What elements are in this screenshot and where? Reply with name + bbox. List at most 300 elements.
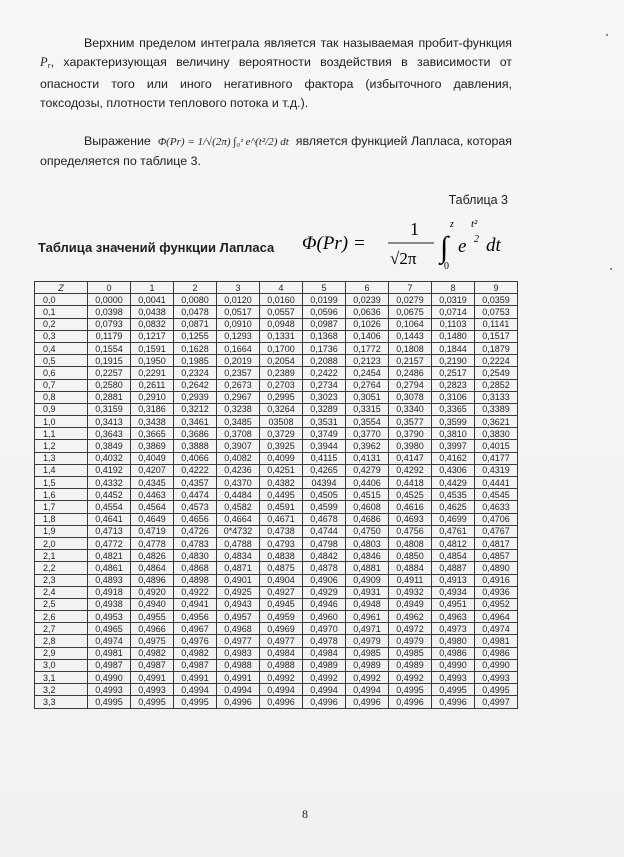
table-cell: 0,4904 [260,574,303,586]
header-col: 1 [131,282,174,294]
table-cell: 0,4959 [260,611,303,623]
table-row [35,306,518,318]
table-row [35,647,518,659]
row-z-value: 1,3 [35,452,88,464]
table-cell: 0,4991 [217,672,260,684]
table-cell: 0,3790 [389,428,432,440]
table-cell: 0,3599 [432,416,475,428]
table-cell: 0,4918 [88,586,131,598]
table-cell: 0,4484 [217,489,260,501]
table-cell: 0,4857 [475,550,518,562]
table-cell: 0,3849 [88,440,131,452]
table-cell: 0,3830 [475,428,518,440]
table-cell: 0,3980 [389,440,432,452]
row-z-value: 0,7 [35,379,88,391]
table-cell: 0,4875 [260,562,303,574]
table-cell: 0,4382 [260,477,303,489]
table-cell: 0,4982 [131,647,174,659]
table-cell: 0,4834 [217,550,260,562]
table-cell: 0,4898 [174,574,217,586]
header-col: 9 [475,282,518,294]
table-cell: 0,4357 [174,477,217,489]
table-cell: 0,4992 [389,672,432,684]
paragraph-pprobit [40,34,512,112]
table-row [35,440,518,452]
table-cell: 0,4265 [303,464,346,476]
table-cell: 0,4992 [260,672,303,684]
table-cell: 0,4535 [432,489,475,501]
table-cell: 0,2019 [217,355,260,367]
table-cell: 0,2549 [475,367,518,379]
table-cell: 0,4981 [475,635,518,647]
table-cell: 0,3729 [260,428,303,440]
table-row [35,513,518,525]
variable-pr [40,55,51,69]
row-z-value: 2,3 [35,574,88,586]
table-row [35,623,518,635]
table-cell: 0,1772 [346,342,389,354]
table-cell: 0,4948 [346,598,389,610]
table-cell: 0,4963 [432,611,475,623]
table-cell: 0,4192 [88,464,131,476]
table-cell: 0,1628 [174,342,217,354]
table-cell: 0,4713 [88,525,131,537]
table-cell: 0,4982 [174,647,217,659]
table-cell: 0,3023 [303,391,346,403]
table-cell: 0*4732 [217,525,260,537]
table-cell: 0,4977 [217,635,260,647]
table-cell: 0,4846 [346,550,389,562]
table-cell: 0,4656 [174,513,217,525]
table-cell: 0,4995 [432,684,475,696]
table-cell: 0,4887 [432,562,475,574]
table-cell: 0,3389 [475,403,518,415]
header-col: 4 [260,282,303,294]
header-col: 2 [174,282,217,294]
table-row [35,550,518,562]
table-cell: 0,4993 [475,672,518,684]
table-cell: 0,4961 [346,611,389,623]
table-cell: 0,0596 [303,306,346,318]
table-cell: 0,4812 [432,537,475,549]
row-z-value: 3,3 [35,696,88,708]
table-cell: 0,2088 [303,355,346,367]
formula-denominator: √2π [390,249,417,268]
table-cell: 0,2881 [88,391,131,403]
table-row [35,355,518,367]
formula-numerator: 1 [410,219,419,239]
table-row [35,537,518,549]
table-row [35,525,518,537]
header-col: 0 [88,282,131,294]
table-cell: 0,3577 [389,416,432,428]
table-cell: 0,0398 [88,306,131,318]
table-cell: 0,4901 [217,574,260,586]
row-z-value: 0,9 [35,403,88,415]
table-cell: 0,4032 [88,452,131,464]
table-cell: 0,3485 [217,416,260,428]
table-cell: 0,4989 [389,659,432,671]
table-row [35,318,518,330]
table-cell: 0,1736 [303,342,346,354]
table-cell: 0,4441 [475,477,518,489]
table-cell: 0,3810 [432,428,475,440]
table-cell: 0,4970 [303,623,346,635]
table-cell: 0,2995 [260,391,303,403]
table-cell: 0,4699 [432,513,475,525]
row-z-value: 1,8 [35,513,88,525]
table-cell: 0,4418 [389,477,432,489]
table-cell: 0,3413 [88,416,131,428]
table-cell: 0,4861 [88,562,131,574]
formula-dt: dt [486,235,501,256]
table-cell: 0,4686 [346,513,389,525]
table-cell: 0,4920 [131,586,174,598]
table-cell: 0,4979 [346,635,389,647]
table-cell: 0,4995 [174,696,217,708]
table-cell: 0,4996 [389,696,432,708]
row-z-value: 2,9 [35,647,88,659]
table-cell: 0,4591 [260,501,303,513]
table-cell: 0,4996 [260,696,303,708]
table-cell: 0,4761 [432,525,475,537]
table-cell: 0,3962 [346,440,389,452]
table-cell: 0,4871 [217,562,260,574]
table-cell: 0,4986 [432,647,475,659]
table-cell: 0,4911 [389,574,432,586]
table-cell: 0,4977 [260,635,303,647]
table-cell: 0,4969 [260,623,303,635]
table-cell: 0,2673 [217,379,260,391]
table-cell: 0,2291 [131,367,174,379]
table-cell: 0,4292 [389,464,432,476]
table-cell: 0,4987 [174,659,217,671]
table-cell: 0,2764 [346,379,389,391]
row-z-value: 2,4 [35,586,88,598]
table-cell: 0,4967 [174,623,217,635]
table-cell: 0,3133 [475,391,518,403]
table-cell: 0,4370 [217,477,260,489]
header-col: 3 [217,282,260,294]
table-row [35,342,518,354]
table-cell: 0,0714 [432,306,475,318]
table-cell: 0,4890 [475,562,518,574]
table-cell: 0,4990 [88,672,131,684]
table-cell: 0,4992 [303,672,346,684]
table-row [35,379,518,391]
variable-pr-main: P [40,54,48,69]
table-cell: 0,4649 [131,513,174,525]
table-row [35,562,518,574]
table-cell: 0,0793 [88,318,131,330]
table-cell: 0,4984 [260,647,303,659]
table-cell: 0,4993 [88,684,131,696]
table-cell: 0,4767 [475,525,518,537]
table-cell: 0,3907 [217,440,260,452]
row-z-value: 3,1 [35,672,88,684]
table-cell: 0,4986 [475,647,518,659]
table-cell: 0,3665 [131,428,174,440]
table-cell: 0,2389 [260,367,303,379]
table-cell: 0,3340 [389,403,432,415]
table-cell: 0,0636 [346,306,389,318]
table-cell: 03508 [260,416,303,428]
table-cell: 0,4854 [432,550,475,562]
table-header-row [35,282,518,294]
table-cell: 0,4719 [131,525,174,537]
table-cell: 0,4984 [303,647,346,659]
table-cell: 0,1293 [217,330,260,342]
table-cell: 0,4893 [88,574,131,586]
table-row [35,452,518,464]
table-cell: 0,0517 [217,306,260,318]
table-row [35,696,518,708]
table-cell: 0,4993 [432,672,475,684]
table-cell: 0,3643 [88,428,131,440]
table-cell: 0,4925 [217,586,260,598]
table-cell: 0,1844 [432,342,475,354]
table-cell: 0,4971 [346,623,389,635]
table-caption: Таблица 3 [448,193,508,207]
table-cell: 0,4319 [475,464,518,476]
table-cell: 0,3997 [432,440,475,452]
table-cell: 0,2823 [432,379,475,391]
table-cell: 0,3315 [346,403,389,415]
variable-pr-sub: r [47,60,51,70]
table-cell: 0,4975 [131,635,174,647]
table-cell: 04394 [303,477,346,489]
table-cell: 0,1368 [303,330,346,342]
table-cell: 0,4991 [131,672,174,684]
table-cell: 0,3264 [260,403,303,415]
table-cell: 0,4864 [131,562,174,574]
table-cell: 0,3708 [217,428,260,440]
table-cell: 0,1480 [432,330,475,342]
table-cell: 0,4147 [389,452,432,464]
row-z-value: 1,2 [35,440,88,452]
table-cell: 0,4960 [303,611,346,623]
table-cell: 0,4131 [346,452,389,464]
row-z-value: 0,3 [35,330,88,342]
table-cell: 0,4830 [174,550,217,562]
table-row [35,635,518,647]
table-cell: 0,4995 [389,684,432,696]
formula-lhs: Φ(Pr) = [302,233,366,254]
table-cell: 0,0120 [217,294,260,306]
table-row [35,672,518,684]
table-cell: 0,4808 [389,537,432,549]
table-cell: 0,4505 [303,489,346,501]
table-cell: 0,4906 [303,574,346,586]
table-cell: 0,0557 [260,306,303,318]
table-cell: 0,2324 [174,367,217,379]
table-cell: 0,4207 [131,464,174,476]
table-cell: 0,4993 [131,684,174,696]
table-cell: 0,2517 [432,367,475,379]
row-z-value: 0,0 [35,294,88,306]
header-col: 7 [389,282,432,294]
row-z-value: 1,9 [35,525,88,537]
table-row [35,294,518,306]
table-cell: 0,4778 [131,537,174,549]
table-cell: 0,4693 [389,513,432,525]
table-cell: 0,4996 [432,696,475,708]
table-cell: 0,1700 [260,342,303,354]
header-z: Z [35,282,88,294]
scan-speck [610,268,612,270]
table-cell: 0,4979 [389,635,432,647]
table-cell: 0,4750 [346,525,389,537]
table-cell: 0,4726 [174,525,217,537]
paragraph1-text-after: , характеризующая величину вероятности воздействия в зависимости от опасности того или иного негативного фактора (избыточного давления, токсодозы, плотности теплового потока и т.д.). [40,54,512,110]
table-cell: 0,4463 [131,489,174,501]
table-cell: 0,4989 [346,659,389,671]
table-cell: 0,1179 [88,330,131,342]
header-col: 5 [303,282,346,294]
formula-exp-num: t² [471,218,478,230]
table-cell: 0,2611 [131,379,174,391]
formula-base: e [458,236,467,257]
table-cell: 0,1443 [389,330,432,342]
table-cell: 0,3749 [303,428,346,440]
row-z-value: 0,8 [35,391,88,403]
table-cell: 0,1915 [88,355,131,367]
table-cell: 0,4994 [260,684,303,696]
table-cell: 0,4936 [475,586,518,598]
table-cell: 0,2454 [346,367,389,379]
table-cell: 0,2703 [260,379,303,391]
table-cell: 0,4772 [88,537,131,549]
table-cell: 0,3869 [131,440,174,452]
table-row [35,464,518,476]
table-row [35,684,518,696]
paragraph1-text-before: Верхним пределом интеграла является так называемая пробит-функция [84,36,512,50]
table-cell: 0,0910 [217,318,260,330]
table-cell: 0,4990 [475,659,518,671]
table-cell: 0,0160 [260,294,303,306]
table-cell: 0,2910 [131,391,174,403]
table-row [35,611,518,623]
table-cell: 0,2967 [217,391,260,403]
table-cell: 0,4582 [217,501,260,513]
table-cell: 0,4251 [260,464,303,476]
table-cell: 0,4279 [346,464,389,476]
table-cell: 0,4922 [174,586,217,598]
table-cell: 0,4927 [260,586,303,598]
table-row [35,416,518,428]
table-cell: 0,2422 [303,367,346,379]
table-cell: 0,2939 [174,391,217,403]
table-cell: 0,4222 [174,464,217,476]
table-row [35,489,518,501]
table-cell: 0,0000 [88,294,131,306]
table-cell: 0,2257 [88,367,131,379]
table-cell: 0,1406 [346,330,389,342]
table-cell: 0,0041 [131,294,174,306]
table-cell: 0,4236 [217,464,260,476]
table-row [35,403,518,415]
table-cell: 0,3686 [174,428,217,440]
table-cell: 0,4978 [303,635,346,647]
table-cell: 0,4995 [131,696,174,708]
table-cell: 0,4996 [346,696,389,708]
table-cell: 0,4994 [346,684,389,696]
table-cell: 0,1517 [475,330,518,342]
table-cell: 0,2580 [88,379,131,391]
table-cell: 0,4976 [174,635,217,647]
row-z-value: 1,1 [35,428,88,440]
table-cell: 0,1591 [131,342,174,354]
table-cell: 0,4633 [475,501,518,513]
row-z-value: 0,5 [35,355,88,367]
table-cell: 0,4988 [260,659,303,671]
row-z-value: 2,6 [35,611,88,623]
table-row [35,477,518,489]
row-z-value: 3,0 [35,659,88,671]
table-cell: 0,4938 [88,598,131,610]
table-cell: 0,0319 [432,294,475,306]
table-cell: 0,4916 [475,574,518,586]
table-cell: 0,4995 [475,684,518,696]
table-cell: 0,4756 [389,525,432,537]
table-cell: 0,1064 [389,318,432,330]
table-cell: 0,0438 [131,306,174,318]
table-cell: 0,2642 [174,379,217,391]
table-cell: 0,2190 [432,355,475,367]
table-cell: 0,3531 [303,416,346,428]
row-z-value: 1,6 [35,489,88,501]
table-cell: 0,4929 [303,586,346,598]
table-cell: 0,4985 [389,647,432,659]
table-cell: 0,2734 [303,379,346,391]
paragraph2-text-before: Выражение [84,134,151,148]
table-cell: 0,3106 [432,391,475,403]
table-cell: 0,1255 [174,330,217,342]
table-cell: 0,2123 [346,355,389,367]
row-z-value: 1,0 [35,416,88,428]
table-row [35,659,518,671]
table-cell: 0,0359 [475,294,518,306]
table-cell: 0,4821 [88,550,131,562]
table-cell: 0,3051 [346,391,389,403]
table-row [35,428,518,440]
table-cell: 0,3944 [303,440,346,452]
table-cell: 0,4945 [260,598,303,610]
table-cell: 0,1026 [346,318,389,330]
paragraph2-text-after: является функцией Лапласа, которая определяется по таблице 3. [40,134,512,168]
row-z-value: 2,5 [35,598,88,610]
table-row [35,598,518,610]
table-cell: 0,0080 [174,294,217,306]
table-cell: 0,4783 [174,537,217,549]
row-z-value: 3,2 [35,684,88,696]
table-cell: 0,4744 [303,525,346,537]
table-cell: 0,4955 [131,611,174,623]
table-cell: 0,4826 [131,550,174,562]
table-cell: 0,4934 [432,586,475,598]
table-cell: 0,4878 [303,562,346,574]
table-cell: 0,4991 [174,672,217,684]
row-z-value: 2,2 [35,562,88,574]
table-cell: 0,4940 [131,598,174,610]
table-cell: 0,4931 [346,586,389,598]
table-cell: 0,4332 [88,477,131,489]
integral-sign: ∫ [440,231,449,264]
table-row [35,574,518,586]
table-cell: 0,3461 [174,416,217,428]
table-cell: 0,4994 [174,684,217,696]
table-cell: 0,4989 [303,659,346,671]
